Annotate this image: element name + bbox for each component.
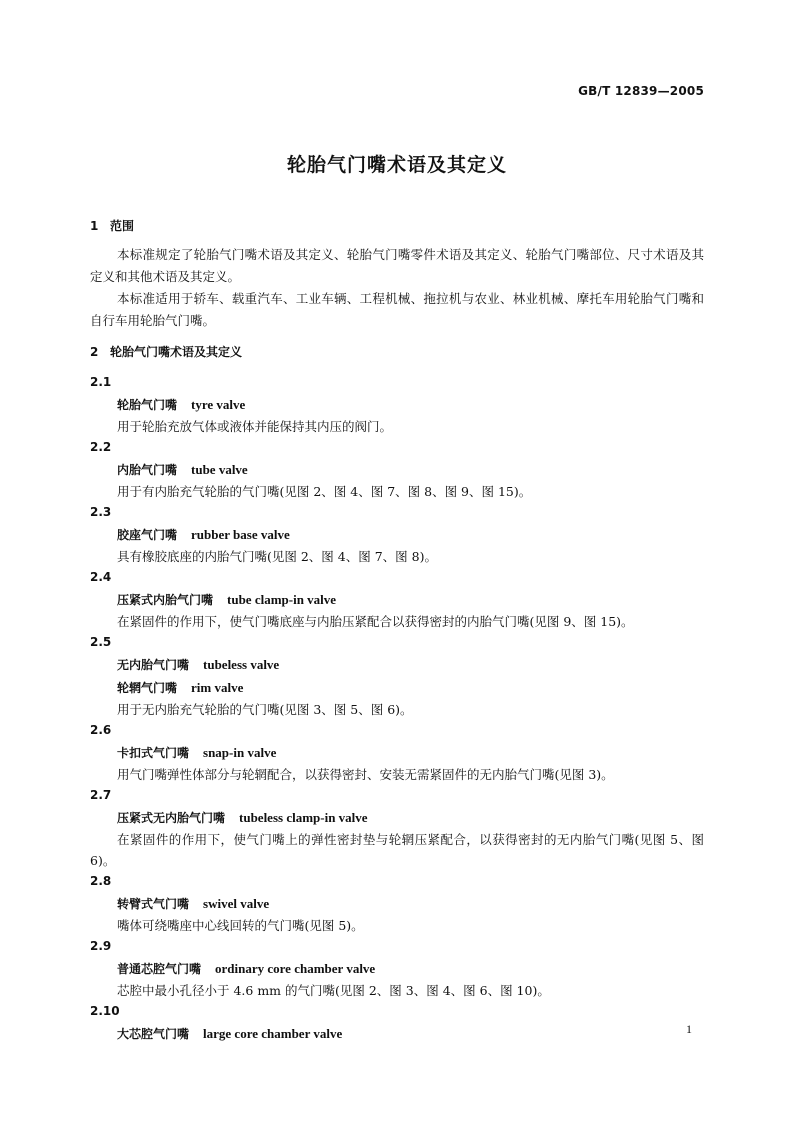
term-chinese: 普通芯腔气门嘴 xyxy=(117,962,202,976)
term-english: ordinary core chamber valve xyxy=(215,961,376,976)
term-definition: 用于无内胎充气轮胎的气门嘴(见图 3、图 5、图 6)。 xyxy=(117,702,413,717)
term-definition: 芯腔中最小孔径小于 4.6 mm 的气门嘴(见图 2、图 3、图 4、图 6、图 10)。 xyxy=(117,983,550,998)
term-number: 2.2 xyxy=(90,440,112,454)
term-english: snap-in valve xyxy=(203,745,277,760)
term-definition: 在紧固件的作用下，使气门嘴上的弹性密封垫与轮辋压紧配合，以获得密封的无内胎气门嘴(见图 5、图 6)。 xyxy=(90,832,704,868)
term-chinese: 卡扣式气门嘴 xyxy=(117,746,190,760)
document-body xyxy=(90,216,704,1045)
document-title: 轮胎气门嘴术语及其定义 xyxy=(286,154,507,176)
term-entry xyxy=(90,567,704,632)
paragraph: 本标准适用于轿车、载重汽车、工业车辆、工程机械、拖拉机与农业、林业机械、摩托车用轮胎气门嘴和自行车用轮胎气门嘴。 xyxy=(90,291,704,328)
paragraph: 本标准规定了轮胎气门嘴术语及其定义、轮胎气门嘴零件术语及其定义、轮胎气门嘴部位、尺寸术语及其定义和其他术语及其定义。 xyxy=(90,247,704,284)
term-english: rubber base valve xyxy=(191,527,290,542)
term-synonym-chinese: 轮辋气门嘴 xyxy=(117,681,178,695)
term-number: 2.8 xyxy=(90,874,112,888)
term-number: 2.5 xyxy=(90,635,112,649)
term-number: 2.9 xyxy=(90,939,112,953)
section-heading xyxy=(90,216,704,236)
term-definition: 嘴体可绕嘴座中心线回转的气门嘴(见图 5)。 xyxy=(117,918,364,933)
section-number: 1 xyxy=(90,219,99,233)
section-title: 范围 xyxy=(110,219,135,233)
section-heading xyxy=(90,342,704,362)
section-terms xyxy=(90,342,704,1045)
term-chinese: 内胎气门嘴 xyxy=(117,463,178,477)
term-definition: 用于轮胎充放气体或液体并能保持其内压的阀门。 xyxy=(117,419,393,434)
term-entry xyxy=(90,437,704,502)
term-number: 2.7 xyxy=(90,788,112,802)
term-definition: 用于有内胎充气轮胎的气门嘴(见图 2、图 4、图 7、图 8、图 9、图 15)。 xyxy=(117,484,532,499)
section-title: 轮胎气门嘴术语及其定义 xyxy=(110,345,243,359)
term-entry xyxy=(90,1001,704,1045)
section-scope xyxy=(90,216,704,332)
term-entry xyxy=(90,632,704,720)
term-english: large core chamber valve xyxy=(203,1026,343,1041)
term-chinese: 转臂式气门嘴 xyxy=(117,897,190,911)
term-english: tyre valve xyxy=(191,397,246,412)
term-number: 2.3 xyxy=(90,505,112,519)
term-english: tubeless clamp-in valve xyxy=(239,810,368,825)
standard-code: GB/T 12839—2005 xyxy=(578,84,704,98)
term-chinese: 压紧式内胎气门嘴 xyxy=(117,593,214,607)
term-entry xyxy=(90,720,704,785)
section-number: 2 xyxy=(90,345,99,359)
term-number: 2.6 xyxy=(90,723,112,737)
term-definition: 具有橡胶底座的内胎气门嘴(见图 2、图 4、图 7、图 8)。 xyxy=(117,549,437,564)
term-number: 2.1 xyxy=(90,375,112,389)
term-chinese: 压紧式无内胎气门嘴 xyxy=(117,811,226,825)
term-entry xyxy=(90,936,704,1001)
page-number: 1 xyxy=(686,1022,692,1036)
term-entry xyxy=(90,871,704,936)
term-number: 2.10 xyxy=(90,1004,120,1018)
term-chinese: 胶座气门嘴 xyxy=(117,528,178,542)
term-english: tube clamp-in valve xyxy=(227,592,337,607)
term-english: swivel valve xyxy=(203,896,270,911)
term-number: 2.4 xyxy=(90,570,112,584)
term-entry xyxy=(90,372,704,437)
term-definition: 用气门嘴弹性体部分与轮辋配合，以获得密封、安装无需紧固件的无内胎气门嘴(见图 3)。 xyxy=(117,767,614,782)
term-english: tube valve xyxy=(191,462,248,477)
term-synonym-english: rim valve xyxy=(191,680,244,695)
term-definition: 在紧固件的作用下，使气门嘴底座与内胎压紧配合以获得密封的内胎气门嘴(见图 9、图 15)。 xyxy=(117,614,634,629)
term-chinese: 无内胎气门嘴 xyxy=(117,658,190,672)
term-chinese: 大芯腔气门嘴 xyxy=(117,1027,190,1041)
term-english: tubeless valve xyxy=(203,657,280,672)
term-entry xyxy=(90,785,704,871)
term-entry xyxy=(90,502,704,567)
term-chinese: 轮胎气门嘴 xyxy=(117,398,178,412)
